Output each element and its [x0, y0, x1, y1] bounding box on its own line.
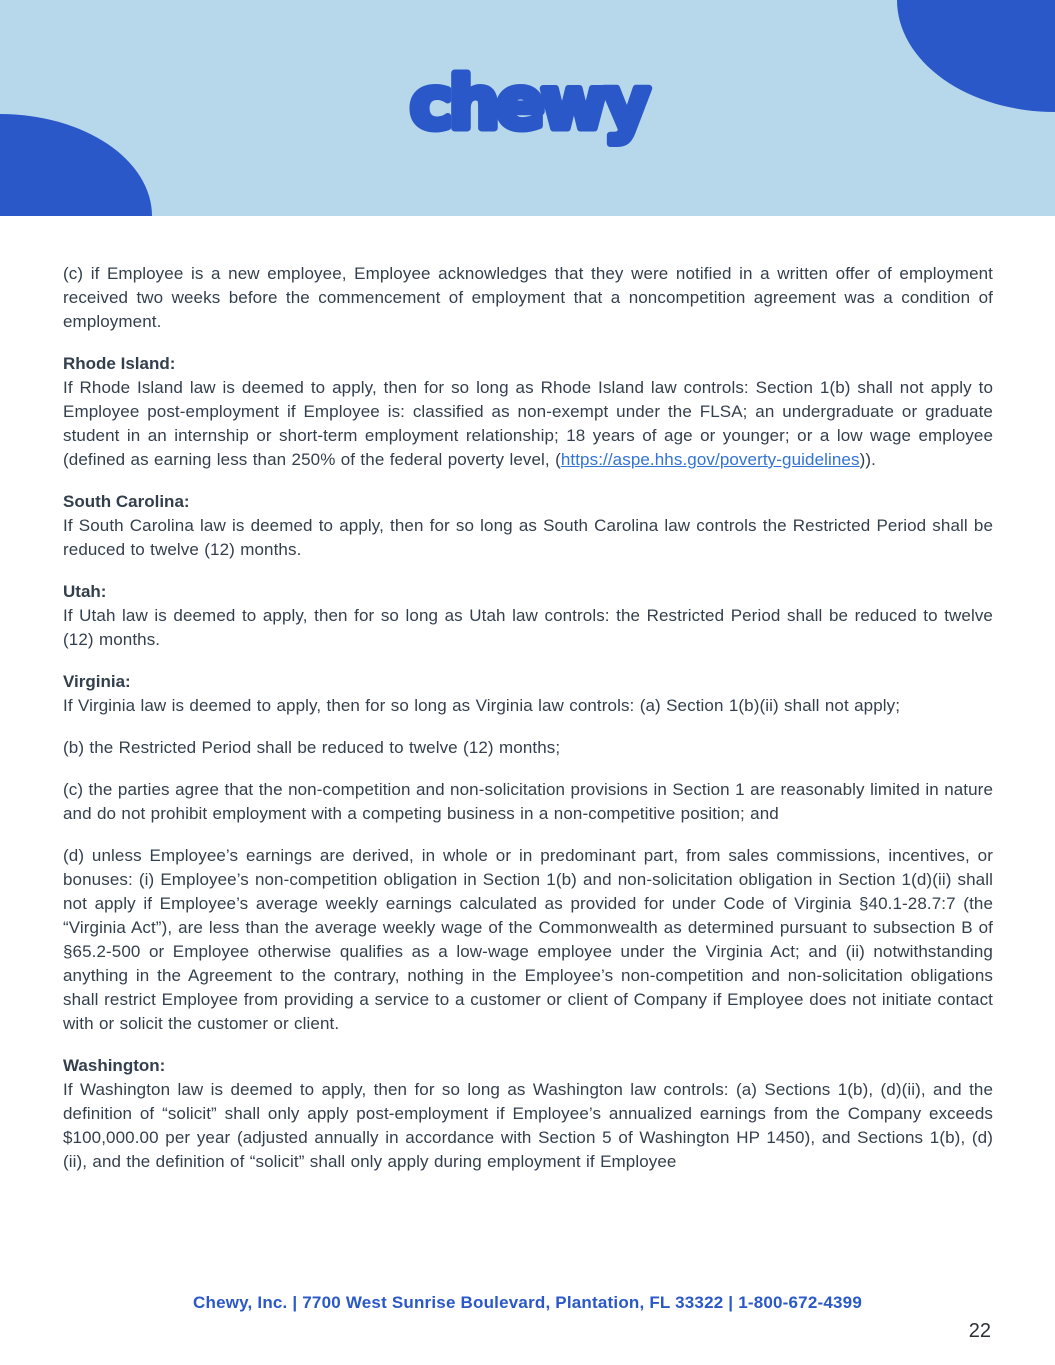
section-utah: [63, 580, 993, 652]
page-number: 22: [968, 1320, 991, 1342]
rhode-island-text-after-link: )).: [859, 450, 876, 469]
section-rhode-island: [63, 352, 993, 472]
footer-company-address: Chewy, Inc. | 7700 West Sunrise Boulevard, Plantation, FL 33322 | 1-800-672-4399: [193, 1293, 862, 1312]
paragraph-rhode-island: [63, 376, 993, 472]
page-header: [0, 0, 1055, 216]
poverty-guidelines-link[interactable]: https://aspe.hhs.gov/poverty-guidelines: [560, 450, 860, 469]
heading-rhode-island: Rhode Island:: [63, 354, 176, 373]
chewy-logo-svg: [368, 52, 688, 152]
paragraph-virginia-c: (c) the parties agree that the non-competition and non-solicitation provisions in Section 1 are reasonably limited in nature and do not prohibit employment with a competing business in a non-competitive position; and: [63, 780, 993, 823]
paragraph-virginia-a: If Virginia law is deemed to apply, then for so long as Virginia law controls: (a) Section 1(b)(ii) shall not apply;: [63, 696, 901, 715]
heading-utah: Utah:: [63, 582, 107, 601]
heading-virginia: Virginia:: [63, 672, 131, 691]
rhode-island-text-before-link: If Rhode Island law is deemed to apply, then for so long as Rhode Island law controls: Section 1(b) shall not apply to Employee post-employment if Employee is: classified as non-exempt under the FLSA; an undergraduate or graduate student in an internship or short-term employment relationship; 18 years of age or younger; or a low wage employee (defined as earning less than 250% of the federal poverty level, (: [63, 378, 993, 469]
section-virginia: [63, 670, 993, 1036]
paragraph-virginia-b: (b) the Restricted Period shall be reduced to twelve (12) months;: [63, 738, 561, 757]
paragraph-washington: If Washington law is deemed to apply, then for so long as Washington law controls: (a) Sections 1(b), (d)(ii), and the definition of “solicit” shall only apply post-employment if Employee’s annualized earnings from the Company exceeds $100,000.00 per year (adjusted annually in accordance with Section 5 of Washington HP 1450), and Sections 1(b), (d)(ii), and the definition of “solicit” shall only apply during employment if Employee: [63, 1080, 993, 1171]
heading-washington: Washington:: [63, 1056, 166, 1075]
paragraph-virginia-d: (d) unless Employee’s earnings are derived, in whole or in predominant part, from sales commissions, incentives, or bonuses: (i) Employee’s non-competition obligation in Section 1(b) and non-solicitation obligation in Section 1(d)(ii) shall not apply if Employee’s average weekly earnings calculated as provided for under Code of Virginia §40.1-28.7:7 (the “Virginia Act”), are less than the average weekly wage of the Commonwealth as determined pursuant to subsection B of §65.2-500 or Employee otherwise qualifies as a low-wage employee under the Virginia Act; and (ii) notwithstanding anything in the Agreement to the contrary, nothing in the Employee’s non-competition and non-solicitation obligations shall restrict Employee from providing a service to a customer or client of Company if Employee does not initiate contact with or solicit the customer or client.: [63, 846, 993, 1033]
paragraph-c-new-employee: (c) if Employee is a new employee, Employee acknowledges that they were notified in a written offer of employment received two weeks before the commencement of employment that a noncompetition agreement was a condition of employment.: [63, 264, 993, 331]
section-washington: [63, 1054, 993, 1174]
corner-shape-top-right: [897, 0, 1055, 112]
document-body: [0, 216, 1055, 1174]
section-south-carolina: [63, 490, 993, 562]
paragraph-utah: If Utah law is deemed to apply, then for so long as Utah law controls: the Restricted Period shall be reduced to twelve (12) months.: [63, 606, 993, 649]
corner-shape-left: [0, 114, 152, 216]
chewy-logo: [368, 52, 688, 157]
heading-south-carolina: South Carolina:: [63, 492, 190, 511]
paragraph-south-carolina: If South Carolina law is deemed to apply, then for so long as South Carolina law controls the Restricted Period shall be reduced to twelve (12) months.: [63, 516, 993, 559]
chewy-logo-text: chewy: [409, 61, 646, 145]
